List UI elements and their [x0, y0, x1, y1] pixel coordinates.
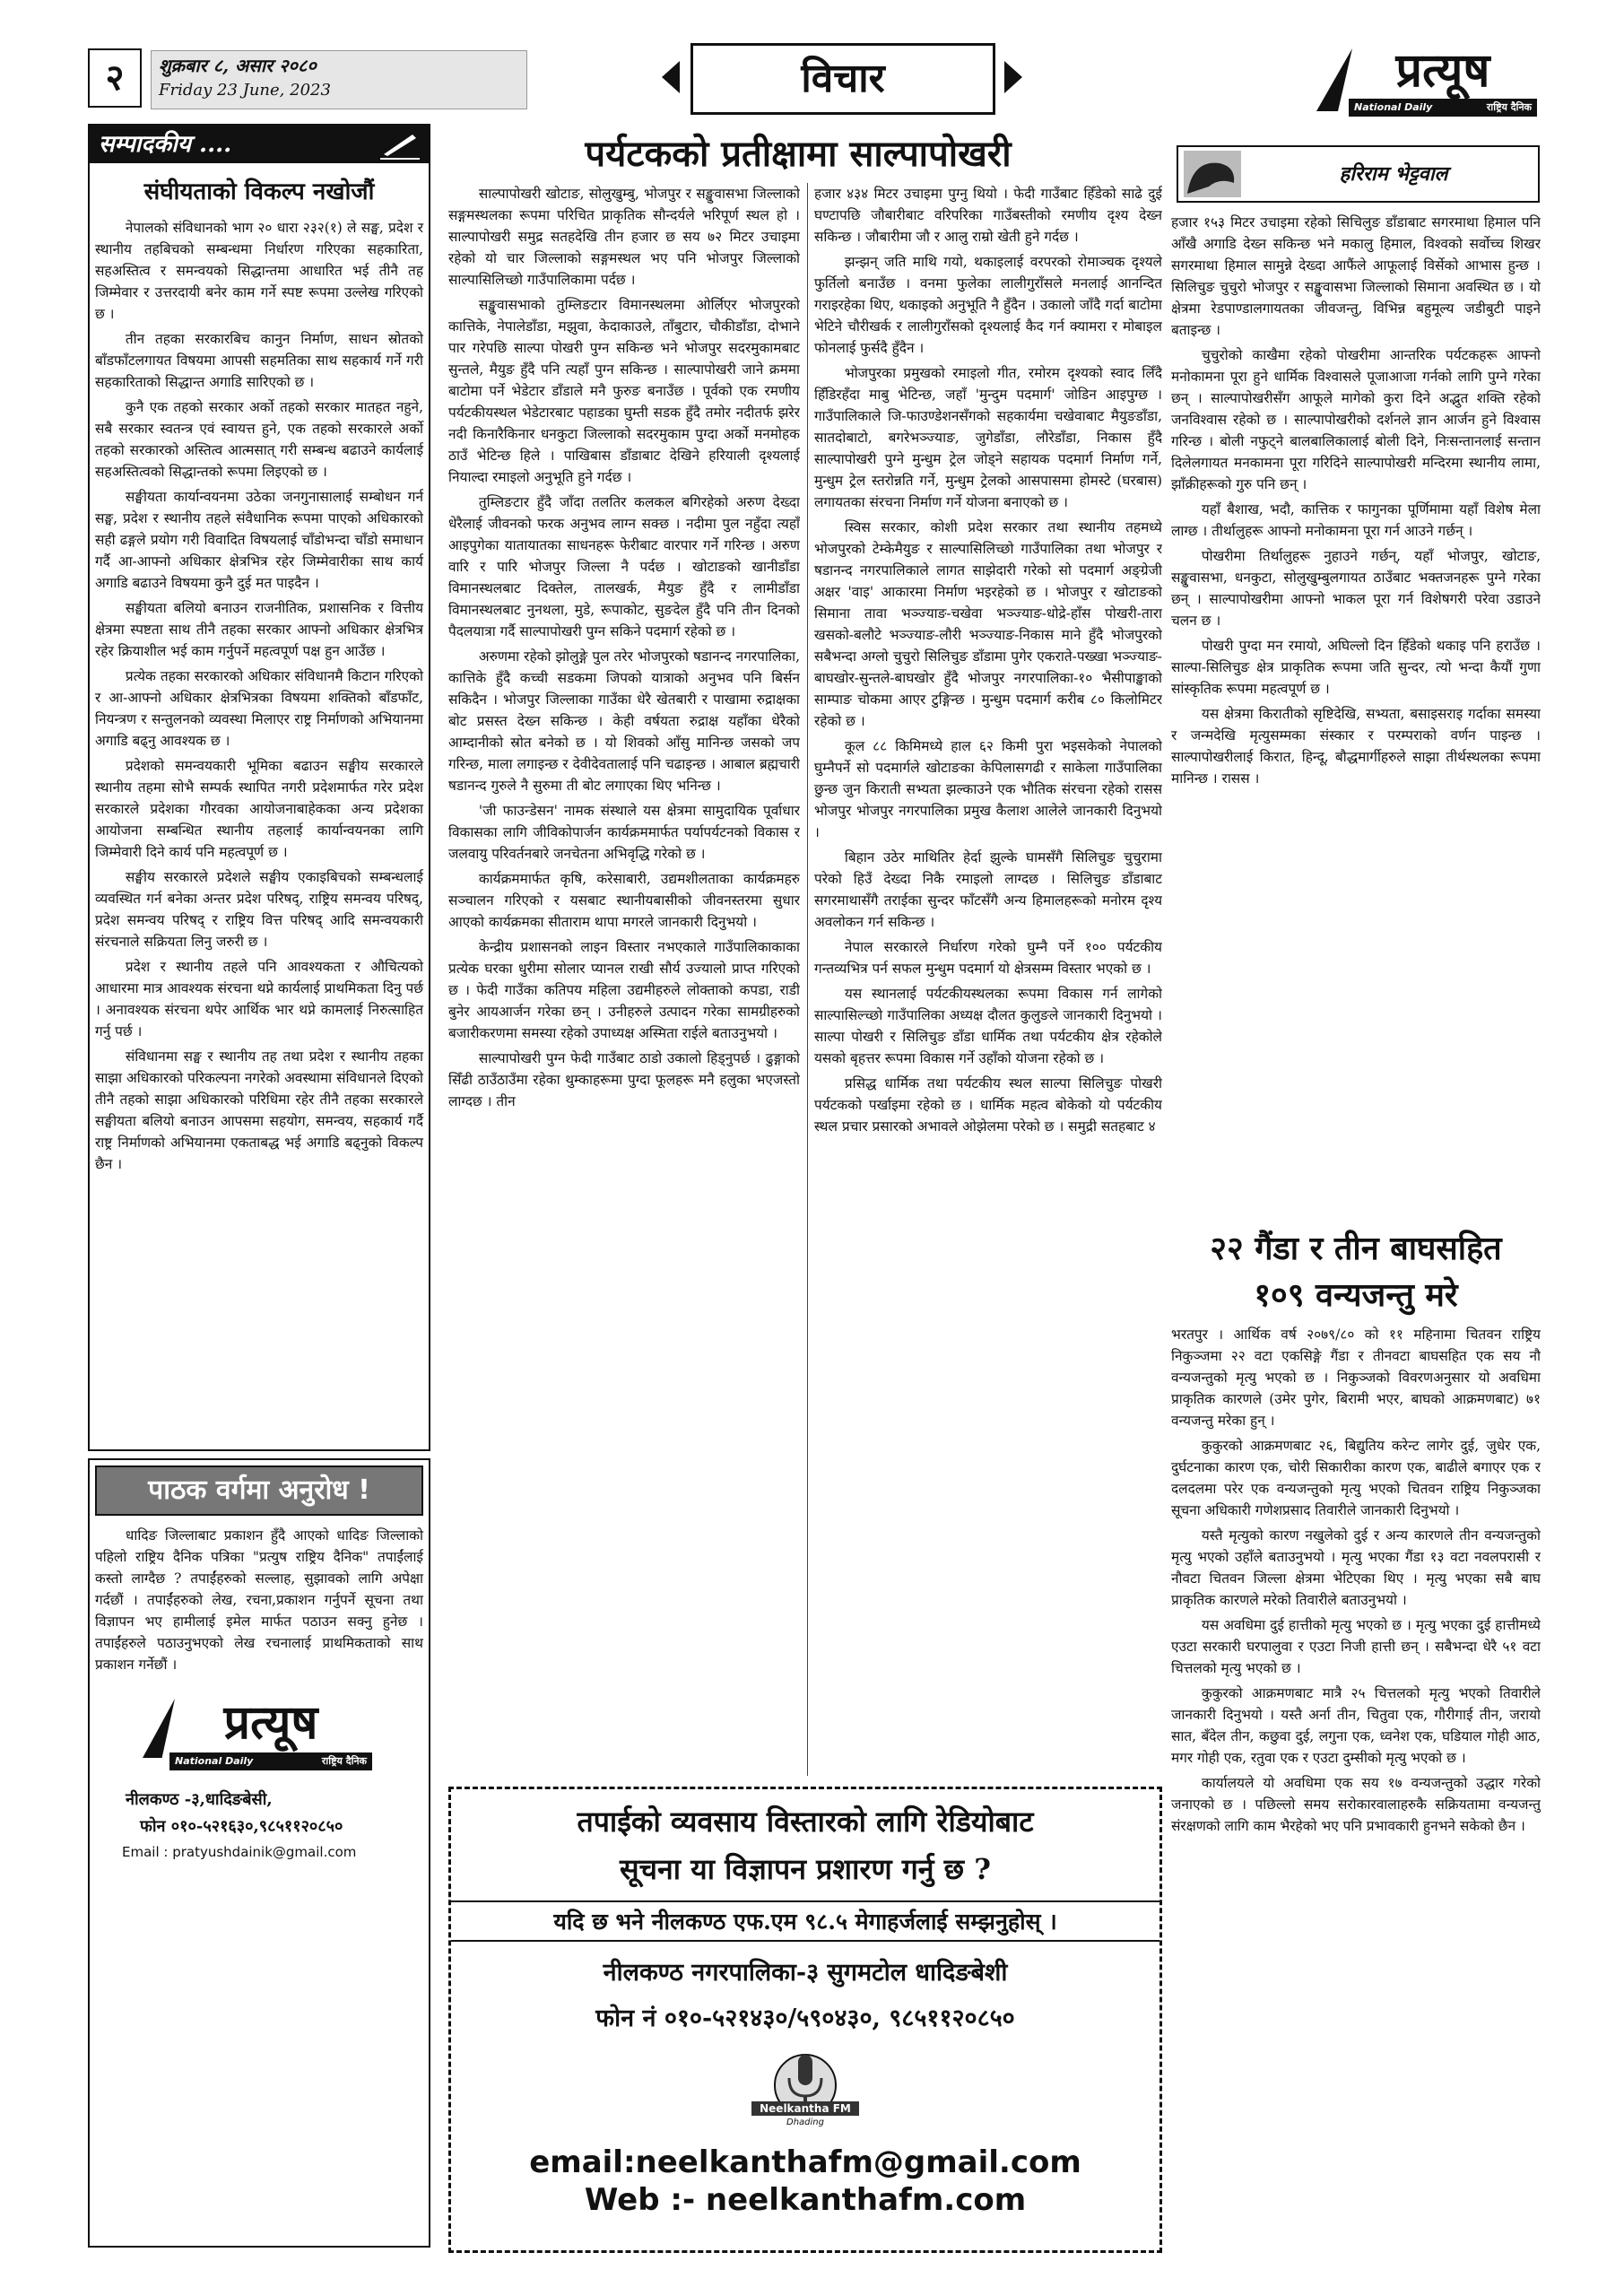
- article-paragraph: केन्द्रीय प्रशासनको लाइन विस्तार नभएकाले गाउँपालिकाकाका प्रत्येक घरका धुरीमा सोलार प्यानल राखी सौर्य उज्यालो प्राप्त गरिएको छ । फेदी गाउँका कतिपय महिला उद्यमीहरुले लोक्ताको कपडा, राडी बुनेर आयआर्जन गरेका छन् । उनीहरुले उत्पादन गरेका सामग्रीहरुको बजारीकरणमा समस्या रहेको उपाध्यक्ष अस्मिता राईले बताउनुभयो ।: [448, 939, 800, 1041]
- news2-paragraph: यस्तै मृत्युको कारण नखुलेको दुई र अन्य कारणले तीन वन्यजन्तुको मृत्यु भएको उहाँले बताउनुभयो । मृत्यु भएका गैंडा १३ वटा नवलपरासी र नौवटा चितवन जिल्ला क्षेत्रमा भेटिएका थिए । मृत्यु भएका सबै बाघ प्राकृतिक कारणले मरेको तिवारीले बताउनुभयो ।: [1171, 1527, 1541, 1608]
- article-paragraph: सङ्खुवासभाको तुम्लिङटार विमानस्थलमा ओर्लिएर भोजपुरको कात्तिके, नेपालेडाँडा, मझुवा, केदाकाउले, ताँबुटार, चौकीडाँडा, दोभाने पार गरेपछि साल्पा पोखरी पुग्न सकिन्छ भने भोजपुर सदरमुकामबाट सुन्तले, मैयुङ हुँदै पनि त्यहाँ पुग्न सकिन्छ । साल्पापोखरी जाने क्रममा बाटोमा पर्ने भेडेटार डाँडाले मनै फुरुङ बनाउँछ । पूर्वको एक रमणीय पर्यटकीयस्थल भेडेटारबाट पहाडका घुम्ती सडक हुँदै तमोर नदीतर्फ झरेर नदी किनारैकिनार धनकुटा जिल्लाको सदरमुकाम पुग्दा अर्को मनमोहक ठाउँ भेटिन्छ हिले । पाखिबास डाँडाबाट देखिने हरियाली दृश्यलाई नियाल्दा रमाइलो अनुभूति हुने गर्दछ ।: [448, 297, 800, 485]
- editorial-paragraph: कुनै एक तहको सरकार अर्को तहको सरकार मातहत नहुने, सबै सरकार स्वतन्त्र एवं स्वायत्त हुने, एक तहको सरकारले अर्को तहको सरकारको अस्तित्व आत्मसात् गरी सम्बन्ध बढाउने कार्यलाई सहअस्तित्वको सिद्धान्तको रूपमा लिइएको छ ।: [95, 399, 423, 480]
- reader-request-title: पाठक वर्गमा अनुरोध !: [148, 1474, 370, 1506]
- article-paragraph: झन्झन् जति माथि गयो, थकाइलाई वरपरको रोमाञ्चक दृश्यले फुर्तिलो बनाउँछ । वनमा फुलेका लालीगुराँसले मनलाई आनन्दित गराइरहेका थिए, थकाइको अनुभूति नै हुँदैन । उकालो जाँदै गर्दा बाटोमा भेटिने चौरीखर्क र लालीगुराँसको दृश्यलाई कैद गर्न क्यामरा र मोबाइल फोनलाई फुर्सदै हुँदैन ।: [814, 254, 1162, 356]
- main-article-col3: [1171, 212, 1541, 1243]
- editorial-title: संघीयताको विकल्प नखोजौं: [143, 178, 375, 205]
- ad-line1: तपाईको व्यवसाय विस्तारको लागि रेडियोबाट: [577, 1805, 1034, 1839]
- article-paragraph: यहाँ बैशाख, भदौ, कात्तिक र फागुनका पूर्णिमामा यहाँ विशेष मेला लाग्छ । तीर्थालुहरू आफ्नो मनोकामना पूरा गर्न आउने गर्छन् ।: [1171, 501, 1541, 539]
- main-article-col2: [814, 183, 1162, 1776]
- news2-title-line1: २२ गैंडा र तीन बाघसहित: [1210, 1230, 1502, 1267]
- editorial-paragraph: प्रदेशको समन्वयकारी भूमिका बढाउन सङ्घीय सरकारले स्थानीय तहमा सोभै सम्पर्क स्थापित नगरी प्रदेशमार्फत गरेर प्रदेश सरकारले प्रदेशका गौरवका आयोजनाबाहेकका अन्य प्रदेशका आयोजना सम्बन्धित स्थानीय तहलाई कार्यान्वयनका लागि जिम्मेवारी दिने कार्य पनि महत्वपूर्ण छ ।: [95, 758, 423, 860]
- main-article-col1: [448, 183, 800, 1776]
- section-box: [690, 43, 995, 115]
- article-paragraph: 'जी फाउन्डेसन' नामक संस्थाले यस क्षेत्रमा सामुदायिक पूर्वाधार विकासका लागि जीविकोपार्जन कार्यक्रममार्फत पर्यापर्यटनको विकास र जलवायु परिवर्तनबारे जनचेतना अभिवृद्धि गरेको छ ।: [448, 803, 800, 862]
- author-name: हरिराम भेट्टवाल: [1339, 162, 1448, 186]
- news2-paragraph: कुकुरको आक्रमणबाट २६, बिद्युतिय करेन्ट लागेर दुई, जुधेर एक, दुर्घटनाका कारण एक, चोरी सिकारीका कारण एक, बाढीले बगाएर एक र दलदलमा परेर एक वन्यजन्तुको मृत्यु भएको चितवन राष्ट्रिय निकुञ्जका सूचना अधिकारी गणेशप्रसाद तिवारीले जानकारी दिनुभयो ।: [1171, 1438, 1541, 1518]
- editorial-body: [90, 217, 429, 1175]
- column-divider: [807, 183, 808, 1776]
- ad-line3-bar: [451, 1900, 1159, 1942]
- ad-line2: सूचना या विज्ञापन प्रशारण गर्नु छ ?: [620, 1852, 991, 1886]
- logo-sub-right: राष्ट्रिय दैनिक: [1486, 101, 1532, 113]
- ad-email: email:neelkanthafm@gmail.com: [529, 2144, 1081, 2180]
- page-number: २: [105, 57, 125, 99]
- news2-paragraph: यस अवधिमा दुई हात्तीको मृत्यु भएको छ । मृत्यु भएका दुई हात्तीमध्ये एउटा सरकारी घरपालुवा र एउटा निजी हात्ती छन् । सबैभन्दा धेरै ५१ वटा चित्तलको मृत्यु भएको छ ।: [1171, 1617, 1541, 1676]
- page-number-box: [88, 48, 142, 108]
- editorial-paragraph: नेपालको संविधानको भाग २० धारा २३२(१) ले सङ्घ, प्रदेश र स्थानीय तहबिचको सम्बन्धमा निर्धारण गरिएका सहकारिता, सहअस्तित्व र समन्वयको सिद्धान्तमा आधारित भई तीनै तह जिम्मेवार र उत्तरदायी बनेर काम गर्ने स्पष्ट रूपमा उल्लेख गरिएको छ ।: [95, 220, 423, 322]
- date-block: [151, 50, 527, 109]
- reader-address: नीलकण्ठ -३,धादिङबेसी,: [126, 1790, 273, 1809]
- editorial-label: सम्पादकीय ....: [99, 131, 232, 158]
- reader-request-title-bar: [95, 1465, 423, 1516]
- editorial-paragraph: प्रत्येक तहका सरकारको अधिकार संविधानमै किटान गरिएको र आ-आफ्नो अधिकार क्षेत्रभित्रका विषयमा शक्तिको बाँडफाँट, नियन्त्रण र सन्तुलनको व्यवस्था मिलाएर राष्ट्र निर्माणको अभियानमा अगाडि बढ्नु आवश्यक छ ।: [95, 668, 423, 749]
- article-paragraph: कूल ८८ किमिमध्ये हाल ६२ किमी पुरा भइसकेको नेपालको घुम्नैपर्ने सो पदमार्गले खोटाङका केपिलासगढी र साकेला गाउँपालिका छुन्छ जुन किराती सभ्यता झल्काउने एक भौतिक संरचना रहेको रासस भोजपुर भोजपुर नगरपालिका प्रमुख कैलाश आलेले जानकारी दिनुभयो ।: [814, 738, 1162, 840]
- article-paragraph: पोखरीमा तिर्थालुहरू नुहाउने गर्छन्, यहाँ भोजपुर, खोटाङ, सङ्खुवासभा, धनकुटा, सोलुखुम्बुलगायत ठाउँबाट भक्तजनहरू पुग्ने गरेका छन् । साल्पापोखरीमा आफ्नो भाकल पूरा गर्न विशेषगरी परेवा उडाउने चलन छ ।: [1171, 548, 1541, 629]
- section-title: विचार: [801, 56, 885, 101]
- news2-paragraph: कार्यालयले यो अवधिमा एक सय १७ वन्यजन्तुको उद्धार गरेको जनाएको छ । पछिल्लो समय सरोकारवालाहरुकै सक्रियतामा वन्यजन्तु संरक्षणको लागि काम भैरहेको भए पनि प्रभावकारी हुनभने सकेको छैन ।: [1171, 1775, 1541, 1834]
- editorial-paragraph: सङ्घीयता बलियो बनाउन राजनीतिक, प्रशासनिक र वित्तीय क्षेत्रमा स्पष्टता साथ तीनै तहका सरकार आफ्नो अधिकार क्षेत्रभित्र रहेर क्रियाशील भई काम गर्नुपर्ने महत्वपूर्ण पक्ष हुन आउँछ ।: [95, 600, 423, 659]
- logo-sub-left: National Daily: [175, 1755, 254, 1767]
- fm-logo-text: Neelkantha FM: [751, 2101, 859, 2116]
- ad-line3: यदि छ भने नीलकण्ठ एफ.एम ९८.५ मेगाहर्जलाई सम्झनुहोस् ।: [553, 1909, 1057, 1935]
- editorial-paragraph: संविधानमा सङ्घ र स्थानीय तह तथा प्रदेश र स्थानीय तहका साझा अधिकारको परिकल्पना नगरेको अवस्थामा संविधानले दिएको तीनै तहको साझा अधिकारको परिधिमा रहेर तीनै तहका सरकारले सङ्घीयता बलियो बनाउन आपसमा सहयोग, समन्वय, सहकार्य गर्दै राष्ट्र निर्माणको अभियानमा एकताबद्ध भई अगाडि बढ्नुको विकल्प छैन ।: [95, 1048, 423, 1172]
- section-arrow-left-icon: [662, 61, 680, 93]
- pen-icon: [380, 131, 420, 160]
- fm-logo-sub: Dhading: [786, 2118, 824, 2127]
- editorial-box: [88, 124, 430, 1451]
- ad-line5: फोन नं ०१०-५२१४३०/५९०४३०, ९८५११२०८५०: [595, 2005, 1015, 2032]
- masthead-logo: [1316, 43, 1541, 118]
- logo-tagline-bar: [169, 1752, 372, 1770]
- radio-ad: [448, 1787, 1162, 2253]
- editorial-paragraph: सङ्घीयता कार्यान्वयनमा उठेका जनगुनासालाई सम्बोधन गर्न सङ्घ, प्रदेश र स्थानीय तहले संवैधानिक रूपमा पाएको अधिकारको सही ढङ्गले प्रयोग गरी विवादित विषयलाई चाँडोभन्दा चाँडो समाधान गर्दै आ-आफ्नो अधिकार क्षेत्रभित्र रहेर जिम्मेवारीका साथ कार्य अगाडि बढाउने विषयमा कुनै दुई मत पाइदैन ।: [95, 489, 423, 591]
- article-paragraph: स्विस सरकार, कोशी प्रदेश सरकार तथा स्थानीय तहमध्ये भोजपुरको टेम्केमैयुङ र साल्पासिलिच्छो गाउँपालिका तथा भोजपुर र षडानन्द नगरपालिकाले लागत साझेदारी गरेको सो पदमार्ग अङ्ग्रेजी अक्षर 'वाइ' आकारमा निर्माण भइरहेको छ । भोजपुर र खोटाङको सिमाना तावा भञ्ज्याङ-चखेवा भञ्ज्याङ-धोद्रे-हाँस पोखरी-तारा खसको-बलौटे भञ्ज्याङ-लौरी भञ्ज्याङ-निकास माने हुँदै भोजपुरको सबैभन्दा अग्लो चुचुरो सिलिचुङ डाँडामा पुगेर एकराते-पख्खा भञ्ज्याङ-बाघखोर-सुन्तले-बाघखोर हुँदै भोजपुर नगरपालिका-१० भैसीपाङ्खाको साम्पाङ चोकमा आएर टुङ्गिन्छ । मुन्धुम पदमार्ग करीब ८० किलोमिटर रहेको छ ।: [814, 519, 1162, 729]
- fm-logo: [751, 2046, 859, 2139]
- news2-title-line2: १०९ वन्यजन्तु मरे: [1254, 1276, 1458, 1314]
- article-paragraph: अरुणमा रहेको झोलुङ्गे पुल तरेर भोजपुरको षडानन्द नगरपालिका, कात्तिके हुँदै कच्ची सडकमा जिपको यात्राको अनुभव पनि बिर्सन सकिदैन । भोजपुर जिल्लाका गाउँका धेरै खेतबारी र पाखामा रुद्राक्षका बोट प्रसस्त देख्न सकिन्छ । केही वर्षयता रुद्राक्ष यहाँका धेरैको आम्दानीको स्रोत बनेको छ । यो शिवको आँसु मानिन्छ जसको जप गरिन्छ, माला लगाइन्छ र देवीदेवतालाई पनि चढाइन्छ । आबाल ब्रह्मचारी षडानन्द गुरुले नै सुरुमा ती बोट लगाएका थिए भनिन्छ ।: [448, 648, 800, 794]
- ad-line4: नीलकण्ठ नगरपालिका-३ सुगमटोल धादिङबेशी: [603, 1959, 1008, 1987]
- date-nepali: शुक्रबार ८, असार २०८०: [159, 55, 317, 76]
- article-paragraph: साल्पापोखरी खोटाङ, सोलुखुम्बु, भोजपुर र सङ्खुवासभा जिल्लाको सङ्गमस्थलका रूपमा परिचित प्राकृतिक सौन्दर्यले भरिपूर्ण स्थल हो । साल्पापोखरी समुद्र सतहदेखि तीन हजार छ सय ७२ मिटर उचाइमा रहेको यो चार जिल्लाको सङ्गमस्थल भए पनि भोजपुर जिल्लाको साल्पासिलिच्छो गाउँपालिकामा पर्दछ ।: [448, 186, 800, 288]
- reader-request-box: [88, 1458, 430, 2248]
- article-paragraph: भोजपुरका प्रमुखको रमाइलो गीत, रमोरम दृश्यको स्वाद लिँदै हिँडिरहँदा माबु भेटिन्छ, जहाँ 'मुन्दुम पदमार्ग' जोडिन आइपुग्छ । गाउँपालिकाले जि-फाउण्डेशनसँगको सहकार्यमा चखेवाबाट मैयुङडाँडा, सातदोबाटो, बगरेभञ्ज्याङ, जुगेडाँडा, लौरेडाँडा, निकास हुँदै साल्पापोखरी पुग्ने मुन्धुम ट्रेल जोड्ने सहायक पदमार्ग निर्माण गर्ने, मुन्धुम ट्रेल स्तरोन्नति गर्ने, मुन्धुम ट्रेलको आसपासमा होमस्टे (घरबास) लगायतका संरचना निर्माण गर्ने योजना बनाएको छ ।: [814, 365, 1162, 510]
- main-article-title: पर्यटकको प्रतीक्षामा साल्पापोखरी: [585, 133, 1012, 175]
- reader-email: Email : pratyushdainik@gmail.com: [122, 1844, 357, 1860]
- article-paragraph: हजार १५३ मिटर उचाइमा रहेको सिचिलुङ डाँडाबाट सगरमाथा हिमाल पनि आँखै अगाडि देख्न सकिन्छ भने मकालु हिमाल, विश्वको सर्वोच्च शिखर सगरमाथा हिमाल सामुन्ने देख्दा आफैंले आफूलाई विर्सेको आभास हुन्छ । सिलिचुङ चुचुरो भोजपुर र सङ्खुवासभा जिल्लाको सिमाना अवस्थित छ । यो क्षेत्रमा रेडपाण्डालगायतका जीवजन्तु, विभिन्न बहुमूल्य जडीबुटी पाइने बताइन्छ ।: [1171, 214, 1541, 338]
- article-paragraph: यस स्थानलाई पर्यटकीयस्थलका रूपमा विकास गर्न लागेको साल्पासिल्च्छो गाउँपालिका अध्यक्ष दौलत कुलुङले जानकारी दिनुभयो । साल्पा पोखरी र सिलिचुङ डाँडा धार्मिक तथा पर्यटकीय क्षेत्र रहेकोले यसको बृहत्तर रूपमा विकास गर्ने उहाँको योजना रहेको छ ।: [814, 986, 1162, 1066]
- article-paragraph: यस क्षेत्रमा किरातीको सृष्टिदेखि, सभ्यता, बसाइसराइ गर्दाका समस्या र जन्मदेखि मृत्युसम्मका संस्कार र परम्पराको वर्णन पाइन्छ । साल्पापोखरीलाई किरात, हिन्दू, बौद्धमार्गीहरुले साझा तीर्थस्थलका रूपमा मानिन्छ । रासस ।: [1171, 706, 1541, 787]
- reader-logo: [143, 1695, 376, 1774]
- news2-paragraph: भरतपुर । आर्थिक वर्ष २०७९/८० को ११ महिनामा चितवन राष्ट्रिय निकुञ्जमा २२ वटा एकसिङ्गे गैंडा र तीनवटा बाघसहित एक सय नौ वन्यजन्तुको मृत्यु भएको छ । निकुञ्जको विवरणअनुसार यो अवधिमा प्राकृतिक कारणले (उमेर पुगेर, बिरामी भएर, बाघको आक्रमणबाट) ७१ वन्यजन्तु मरेका हुन् ।: [1171, 1326, 1541, 1429]
- logo-sub-left: National Daily: [1354, 101, 1433, 113]
- ad-web: Web :- neelkanthafm.com: [584, 2182, 1027, 2218]
- article-paragraph: प्रसिद्ध धार्मिक तथा पर्यटकीय स्थल साल्पा सिलिचुङ पोखरी पर्यटकको पर्खाइमा रहेको छ । धार्मिक महत्व बोकेको यो पर्यटकीय स्थल प्रचार प्रसारको अभावले ओझेलमा परेको छ । समुद्री सतहबाट ४: [814, 1075, 1162, 1135]
- article-paragraph: तुम्लिङटार हुँदै जाँदा तलतिर कलकल बगिरहेको अरुण देख्दा धेरैलाई जीवनको फरक अनुभव लाग्न सक्छ । नदीमा पुल नहुँदा त्यहाँ आइपुगेका यातायातका साधनहरू फेरीबाट वारपार गर्ने गरिन्छ । अरुण वारि र पारि भोजपुर जिल्ला नै पर्दछ । खोटाङको खानीडाँडा विमानस्थलबाट दिक्तेल, तालखर्क, मैयुङ हुँदै र लामीडाँडा विमानस्थलबाट नुनथला, मुडे, रूपाकोट, सुङदेल हुँदै पनि तीन दिनको पैदलयात्रा गर्दै साल्पापोखरी पुग्न सकिने पदमार्ग रहेको छ ।: [448, 494, 800, 639]
- reader-phone: फोन ०१०-५२१६३०,९८५११२०८५०: [140, 1817, 343, 1836]
- news2-body: [1171, 1324, 1541, 2257]
- article-paragraph: पोखरी पुग्दा मन रमायो, अघिल्लो दिन हिँडेको थकाइ पनि हराउँछ । साल्पा-सिलिचुङ क्षेत्र प्राकृतिक रूपमा जति सुन्दर, त्यो भन्दा कैयौं गुणा सांस्कृतिक रूपमा महत्वपूर्ण छ ।: [1171, 638, 1541, 697]
- editorial-paragraph: सङ्घीय सरकारले प्रदेशले सङ्घीय एकाइबिचको सम्बन्धलाई व्यवस्थित गर्न बनेका अन्तर प्रदेश परिषद्, राष्ट्रिय समन्वय परिषद्, प्रदेश समन्वय परिषद् र राष्ट्रिय वित्त परिषद् आदि समन्वयकारी संरचनाले सक्रियता लिनु जरुरी छ ।: [95, 869, 423, 950]
- section-arrow-right-icon: [1004, 61, 1022, 93]
- article-paragraph: नेपाल सरकारले निर्धारण गरेको घुम्नै पर्ने १०० पर्यटकीय गन्तव्यभित्र पर्न सफल मुन्धुम पदमार्ग यो क्षेत्रसम्म विस्तार भएको छ ।: [814, 939, 1162, 977]
- editorial-paragraph: प्रदेश र स्थानीय तहले पनि आवश्यकता र औचित्यको आधारमा मात्र आवश्यक संरचना थप्ने कार्यलाई प्राथमिकता दिनु पर्छ । अनावश्यक संरचना थपेर आर्थिक भार थप्ने कामलाई निरुत्साहित गर्नु पर्छ ।: [95, 959, 423, 1039]
- editorial-paragraph: तीन तहका सरकारबिच कानुन निर्माण, साधन स्रोतको बाँडफाँटलगायत विषयमा आपसी सहमतिका साथ सहकार्य गर्ने गरी सहकारिताको सिद्धान्त अगाडि सारिएको छ ।: [95, 331, 423, 390]
- article-paragraph: हजार ४३४ मिटर उचाइमा पुग्नु थियो । फेदी गाउँबाट हिँडेको साढे दुई घण्टापछि जौबारीबाट वरिपरिका गाउँबस्तीको रमणीय दृश्य देख्न सकिन्छ । जौबारीमा जौ र आलु राम्रो खेती हुने गर्दछ ।: [814, 186, 1162, 245]
- article-paragraph: चुचुरोको काखैमा रहेको पोखरीमा आन्तरिक पर्यटकहरू आफ्नो मनोकामना पूरा हुने धार्मिक विश्वासले पूजाआजा गर्नको लागि पुग्ने गरेका छन् । साल्पापोखरीसँग आफूले मागेको कुरा दिने अद्भुत शक्ति रहेको जनविश्वास रहेको छ । साल्पापोखरीको दर्शनले ज्ञान आर्जन हुने विश्वास गरिन्छ । बोली नफुट्ने बालबालिकालाई बोली दिने, निःसन्तानलाई सन्तान दिलेलगायत मनकामना पूरा गरिदिने साल्पापोखरी मन्दिरमा स्थानीय लामा, झाँक्रीहरूको गुरु पनि छन् ।: [1171, 347, 1541, 492]
- author-photo: [1184, 151, 1241, 197]
- news2-paragraph: कुकुरको आक्रमणबाट मात्रै २५ चित्तलको मृत्यु भएको तिवारीले जानकारी दिनुभयो । यस्तै अर्ना तीन, चितुवा एक, गौरीगाई तीन, जरायो सात, बँदेल तीन, कछुवा दुई, लगुना एक, ध्वनेश एक, घडियाल गोही आठ, मगर गोही एक, रतुवा एक र एउटा दुम्सीको मृत्यु भएको छ ।: [1171, 1685, 1541, 1766]
- logo-sub-right: राष्ट्रिय दैनिक: [321, 1755, 367, 1767]
- date-english: Friday 23 June, 2023: [159, 81, 331, 100]
- logo-tagline-bar: [1349, 99, 1537, 117]
- logo-text: प्रत्यूष: [223, 1695, 318, 1750]
- article-paragraph: बिहान उठेर माथितिर हेर्दा झुल्के घामसँगै सिलिचुङ चुचुरामा परेको हिउँ देख्दा निकै रमाइलो लाग्दछ । सिलिचुङ डाँडाबाट सगरमाथासँगै तराईका सुन्दर फाँटसँगै अन्य हिमालहरूको मनोरम दृश्य अवलोकन गर्न सकिन्छ ।: [814, 849, 1162, 930]
- logo-swoosh-icon: [1316, 48, 1352, 111]
- article-paragraph: साल्पापोखरी पुग्न फेदी गाउँबाट ठाडो उकालो हिड्नुपर्छ । ढुङ्गाको सिँढी ठाउँठाउँमा रहेका थुम्काहरूमा पुग्दा फूलहरू मनै हलुका भएजस्तो लाग्दछ । तीन: [448, 1050, 800, 1109]
- article-paragraph: कार्यक्रममार्फत कृषि, करेसाबारी, उद्यमशीलताका कार्यक्रमहरु सञ्चालन गरिएको र यसबाट स्थानीयबासीको जीवनस्तरमा सुधार आएको कार्यक्रमका सीताराम थापा मगरले जानकारी दिनुभयो ।: [448, 871, 800, 930]
- author-box: [1177, 145, 1540, 203]
- logo-text: प्रत्यूष: [1395, 43, 1490, 98]
- reader-request-text: धादिङ जिल्लाबाट प्रकाशन हुँदै आएको धादिङ जिल्लाको पहिलो राष्ट्रिय दैनिक पत्रिका "प्रत्युष राष्ट्रिय दैनिक" तपाईंलाई कस्तो लाग्दैछ ? तपाईंहरुको सल्लाह, सुझावको लागि अपेक्षा गर्दछौं । तपाईंहरुको लेख, रचना,प्रकाशन गर्नुपर्ने सूचना तथा विज्ञापन भए हामीलाई इमेल मार्फत पठाउन सक्नु हुनेछ । तपाईंहरुले पठाउनुभएको लेख रचनालाई प्राथमिकताको साथ प्रकाशन गर्नेछौं ।: [95, 1527, 423, 1673]
- page-header: [88, 43, 1541, 120]
- editorial-label-bar: [90, 126, 429, 163]
